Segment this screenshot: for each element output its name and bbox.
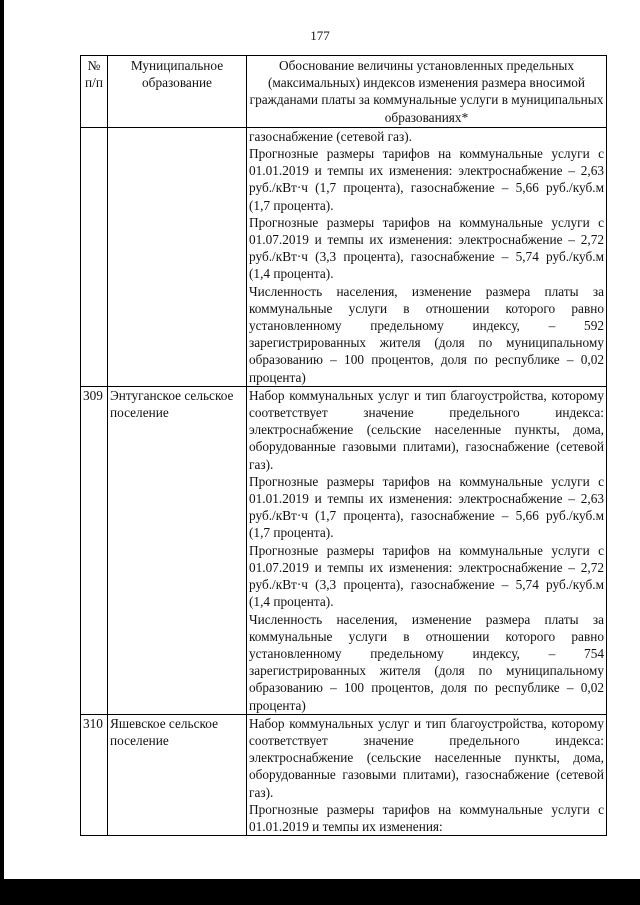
page-number: 177 [310,28,330,43]
row-num: 310 [81,714,108,835]
justification-paragraph: Прогнозные размеры тарифов на коммунальные услуги с 01.07.2019 и темпы их изменения: электроснабжение – 2,72 руб./кВт·ч (3,3 процента), газоснабжение – 5,74 руб./куб.м (1,4 процента). [249,542,604,610]
justification-paragraph: Прогнозные размеры тарифов на коммунальные услуги с 01.01.2019 и темпы их изменения: электроснабжение – 2,63 руб./кВт·ч (1,7 процента), газоснабжение – 5,66 руб./куб.м (1,7 процента). [249,146,604,213]
tariff-index-table [80,55,607,836]
row-municipality: Энтуганское сельское поселение [108,386,247,714]
justification-paragraph: Прогнозные размеры тарифов на коммунальные услуги с 01.01.2019 и темпы их изменения: [249,801,604,834]
header-municipality: Муниципальное образование [108,56,247,128]
table-header-row [81,56,607,128]
row-justification [247,714,607,835]
justification-paragraph: Набор коммунальных услуг и тип благоустройства, которому соответствует значение предельного индекса: электроснабжение (сельские населенные пункты, дома, оборудованные газовыми плитами), газоснабжение (сетевой газ). [249,387,604,472]
scan-edge-left [0,0,4,905]
justification-paragraph: газоснабжение (сетевой газ). [249,128,412,144]
justification-paragraph: Прогнозные размеры тарифов на коммунальные услуги с 01.07.2019 и темпы их изменения: электроснабжение – 2,72 руб./кВт·ч (3,3 процента), газоснабжение – 5,74 руб./куб.м (1,4 процента). [249,214,604,282]
table-row [81,127,607,386]
row-municipality: Яшевское сельское поселение [108,714,247,835]
scan-edge-bottom [0,879,640,905]
justification-paragraph: Численность населения, изменение размера платы за коммунальные услуги в отношении которого равно установленному предельному индексу, – 754 зарегистрированных жителя (доля по муниципальному образованию – 100 процентов, доля по республике – 0,02 процента) [249,611,604,713]
justification-paragraph: Численность населения, изменение размера платы за коммунальные услуги в отношении которого равно установленному предельному индексу, – 592 зарегистрированных жителя (доля по муниципальному образованию – 100 процентов, доля по республике – 0,02 процента) [249,283,604,385]
row-num [81,127,108,386]
justification-paragraph: Прогнозные размеры тарифов на коммунальные услуги с 01.01.2019 и темпы их изменения: электроснабжение – 2,63 руб./кВт·ч (1,7 процента), газоснабжение – 5,66 руб./куб.м (1,7 процента). [249,473,604,541]
header-num: № п/п [81,56,108,128]
row-municipality [108,127,247,386]
table-row [81,386,607,714]
justification-paragraph: Набор коммунальных услуг и тип благоустройства, которому соответствует значение предельного индекса: электроснабжение (сельские населенные пункты, дома, оборудованные газовыми плитами), газоснабжение (сетевой газ). [249,715,604,800]
row-justification [247,127,607,386]
row-justification [247,386,607,714]
row-num: 309 [81,386,108,714]
header-justification: Обоснование величины установленных предельных (максимальных) индексов изменения размера вносимой гражданами платы за коммунальные услуги в муниципальных образованиях* [247,56,607,128]
table-row [81,714,607,835]
